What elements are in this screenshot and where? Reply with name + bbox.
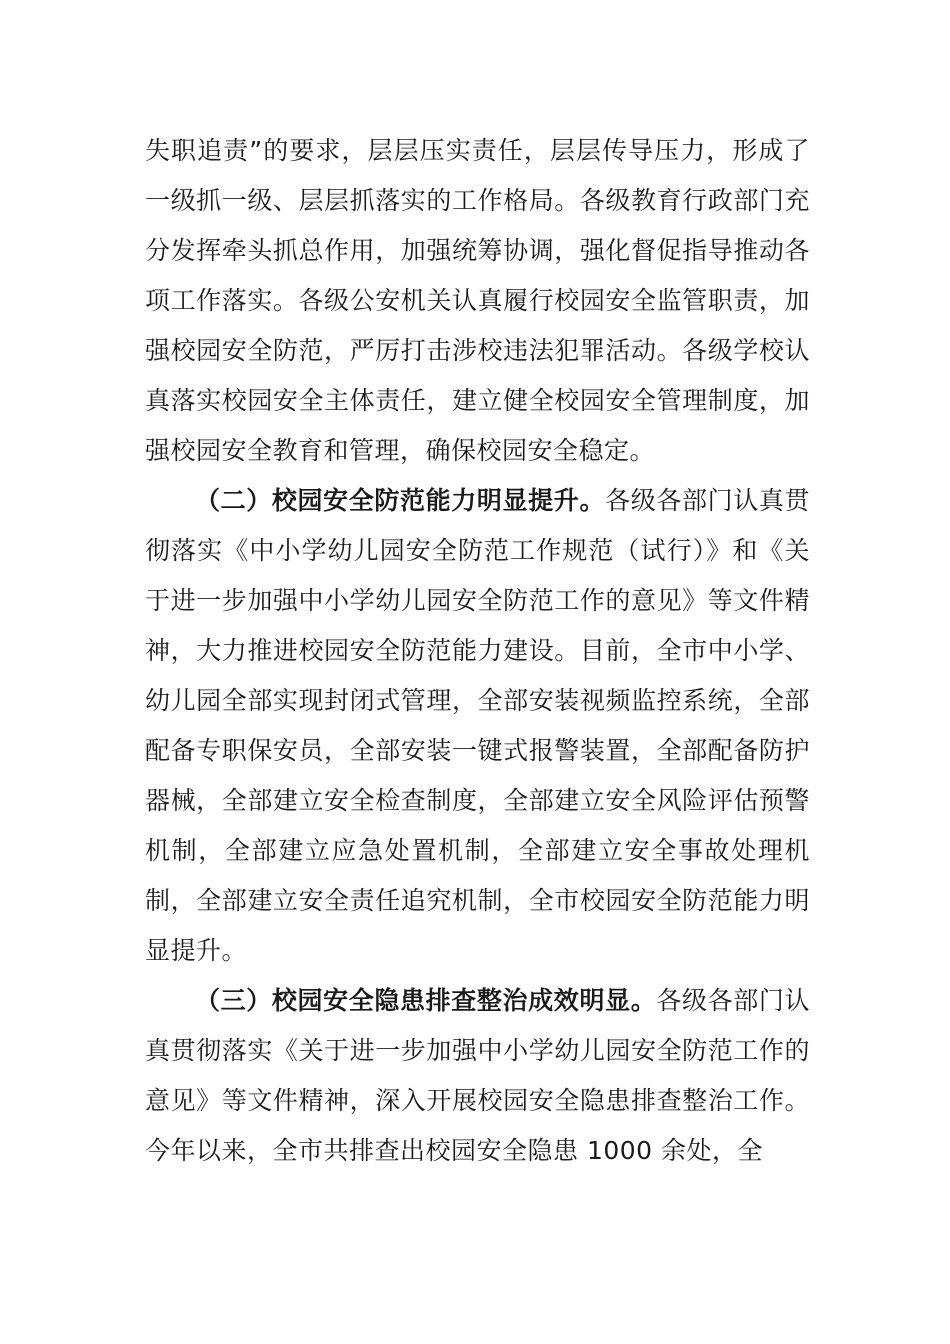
section-heading-3: （三）校园安全隐患排查整治成效明显。 [195,986,657,1015]
document-body [145,126,810,1176]
paragraph-text: 失职追责”的要求，层层压实责任，层层传导压力，形成了一级抓一级、层层抓落实的工作格局。各级教育行政部门充分发挥牵头抓总作用，加强统筹协调，强化督促指导推动各项工作落实。各级公安机关认真履行校园安全监管职责，加强校园安全防范，严厉打击涉校违法犯罪活动。各级学校认真落实校园安全主体责任，建立健全校园安全管理制度，加强校园安全教育和管理，确保校园安全稳定。 [145,136,810,465]
paragraph-hazard-inspection [145,976,810,1176]
paragraph-responsibility [145,126,810,476]
paragraph-text: 各级各部门认真贯彻落实《中小学幼儿园安全防范工作规范（试行）》和《关于进一步加强中小学幼儿园安全防范工作的意见》等文件精神，大力推进校园安全防范能力建设。目前，全市中小学、幼儿园全部实现封闭式管理，全部安装视频监控系统，全部配备专职保安员，全部安装一键式报警装置，全部配备防护器械，全部建立安全检查制度，全部建立安全风险评估预警机制，全部建立应急处置机制，全部建立安全事故处理机制，全部建立安全责任追究机制，全市校园安全防范能力明显提升。 [145,486,810,965]
paragraph-prevention-capability [145,476,810,976]
section-heading-2: （二）校园安全防范能力明显提升。 [195,486,606,515]
paragraph-text: 各级各部门认真贯彻落实《关于进一步加强中小学幼儿园安全防范工作的意见》等文件精神，深入开展校园安全隐患排查整治工作。今年以来，全市共排查出校园安全隐患 1000 余处，全 [145,986,810,1165]
